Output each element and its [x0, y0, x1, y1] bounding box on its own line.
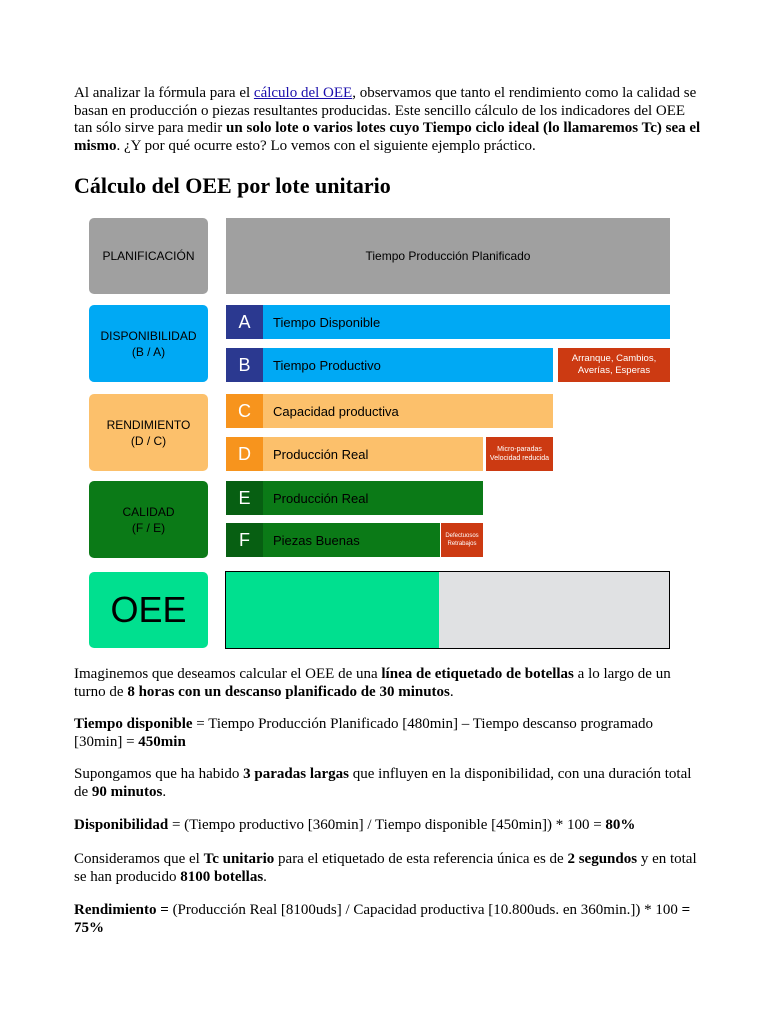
- bar-f-label: Piezas Buenas: [273, 532, 360, 548]
- paragraph-tc-unitario: [74, 851, 704, 886]
- bar-c-letter: C: [226, 394, 263, 428]
- rendimiento-formula: (D / C): [130, 433, 167, 448]
- p4-text-3: .: [162, 783, 167, 800]
- paragraph-tiempo-disponible: [74, 716, 704, 751]
- loss-b-line-1: Arranque, Cambios,: [571, 353, 657, 364]
- bar-c-label: Capacidad productiva: [273, 403, 399, 419]
- p7-text-1: (Producción Real [8100uds] / Capacidad productiva [10.800uds. en 360min.]) * 100: [168, 902, 682, 918]
- bar-f: [226, 523, 440, 557]
- p2-text-3: .: [449, 683, 454, 700]
- bar-d-label: Producción Real: [273, 446, 369, 462]
- p2-text-1: Imaginemos que deseamos calcular el OEE de una: [74, 666, 382, 682]
- p4-text-2: que influyen en la disponibilidad, con una duración total de: [74, 766, 692, 800]
- intro-bold-1: un solo lote o varios lotes cuyo Tiempo ciclo ideal (lo llamaremos Tc) sea el mismo: [74, 120, 701, 154]
- p6-bold-2: 2 segundos: [567, 851, 638, 867]
- rendimiento-box: [89, 394, 208, 471]
- bar-e: [226, 481, 483, 515]
- planificacion-box: [89, 218, 208, 294]
- disponibilidad-box: [89, 305, 208, 382]
- section-heading: Cálculo del OEE por lote unitario: [74, 173, 391, 198]
- loss-f-line-1: Defectuosos: [445, 533, 479, 539]
- bar-d: [226, 437, 483, 471]
- bar-b-letter: B: [226, 348, 263, 382]
- p4-bold-1: 3 paradas largas: [243, 766, 349, 782]
- p5-bold-2: 80%: [605, 817, 636, 833]
- oee-gauge-fill: [226, 572, 439, 648]
- oee-gauge: [225, 571, 670, 649]
- tiempo-planificado-label: Tiempo Producción Planificado: [365, 249, 531, 263]
- p3-text-1: = Tiempo Producción Planificado [480min] – Tiempo descanso programado [30min] =: [74, 716, 654, 750]
- bar-b: [226, 348, 553, 382]
- bar-c: [226, 394, 553, 428]
- paragraph-paradas: [74, 766, 704, 801]
- loss-f-line-2: Retrabajos: [447, 541, 477, 547]
- intro-text-2: , observamos que tanto el rendimiento como la calidad se basan en producción o piezas resultantes producidas. Este sencillo cálculo de los indicadores del OEE tan sólo sirve para medir: [74, 85, 697, 136]
- bar-b-label: Tiempo Productivo: [273, 357, 381, 373]
- rendimiento-label: RENDIMIENTO: [106, 417, 191, 432]
- p7-bold-1: Rendimiento =: [74, 902, 169, 918]
- bar-a: [226, 305, 670, 339]
- loss-d-box: [486, 437, 553, 471]
- disponibilidad-label: DISPONIBILIDAD: [100, 328, 197, 343]
- p2-bold-1: línea de etiquetado de botellas: [381, 666, 574, 682]
- loss-b-line-2: Averías, Esperas: [577, 365, 651, 376]
- paragraph-disponibilidad: [74, 817, 704, 835]
- bar-e-letter: E: [226, 481, 263, 515]
- bar-a-letter: A: [226, 305, 263, 339]
- calidad-label: CALIDAD: [122, 504, 175, 519]
- p3-bold-2: 450min: [138, 733, 186, 750]
- intro-paragraph: [74, 85, 704, 155]
- calidad-formula: (F / E): [131, 520, 166, 535]
- p2-text-2: a lo largo de un turno de: [74, 666, 671, 700]
- paragraph-linea: [74, 666, 704, 701]
- p4-text-1: Supongamos que ha habido: [74, 766, 244, 782]
- p2-bold-2: 8 horas con un descanso planificado de 30 minutos: [127, 683, 450, 700]
- calidad-box: [89, 481, 208, 558]
- loss-f-box: [441, 523, 483, 557]
- bar-f-letter: F: [226, 523, 263, 557]
- p5-bold-1: Disponibilidad: [74, 817, 169, 833]
- p6-text-3: y en total se han producido: [74, 851, 697, 885]
- tiempo-planificado-bar: [226, 218, 670, 294]
- intro-text-1: Al analizar la fórmula para el: [74, 85, 254, 101]
- p3-bold-1: Tiempo disponible: [74, 716, 193, 732]
- p6-bold-1: Tc unitario: [203, 851, 275, 867]
- loss-d-line-2: Velocidad reducida: [489, 455, 550, 462]
- bar-d-letter: D: [226, 437, 263, 471]
- oee-label: OEE: [110, 589, 187, 630]
- disponibilidad-formula: (B / A): [131, 344, 166, 359]
- p6-text-1: Consideramos que el: [74, 851, 204, 867]
- p7-bold-2: = 75%: [74, 902, 691, 936]
- intro-text-3: . ¿Y por qué ocurre esto? Lo vemos con el siguiente ejemplo práctico.: [116, 137, 536, 154]
- p4-bold-2: 90 minutos: [91, 783, 163, 800]
- p6-text-2: para el etiquetado de esta referencia única es de: [274, 851, 568, 867]
- paragraph-rendimiento: [74, 902, 704, 937]
- p5-text-1: = (Tiempo productivo [360min] / Tiempo disponible [450min]) * 100 =: [168, 817, 606, 833]
- planificacion-label: PLANIFICACIÓN: [102, 249, 195, 263]
- oee-calculation-link[interactable]: cálculo del OEE: [253, 85, 353, 101]
- p6-text-4: .: [263, 868, 267, 885]
- bar-e-label: Producción Real: [273, 490, 369, 506]
- p6-bold-3: 8100 botellas: [180, 868, 264, 885]
- loss-d-line-1: Micro-paradas: [497, 446, 542, 453]
- oee-box: [89, 572, 208, 648]
- bar-a-label: Tiempo Disponible: [273, 314, 381, 330]
- loss-b-box: [558, 348, 670, 382]
